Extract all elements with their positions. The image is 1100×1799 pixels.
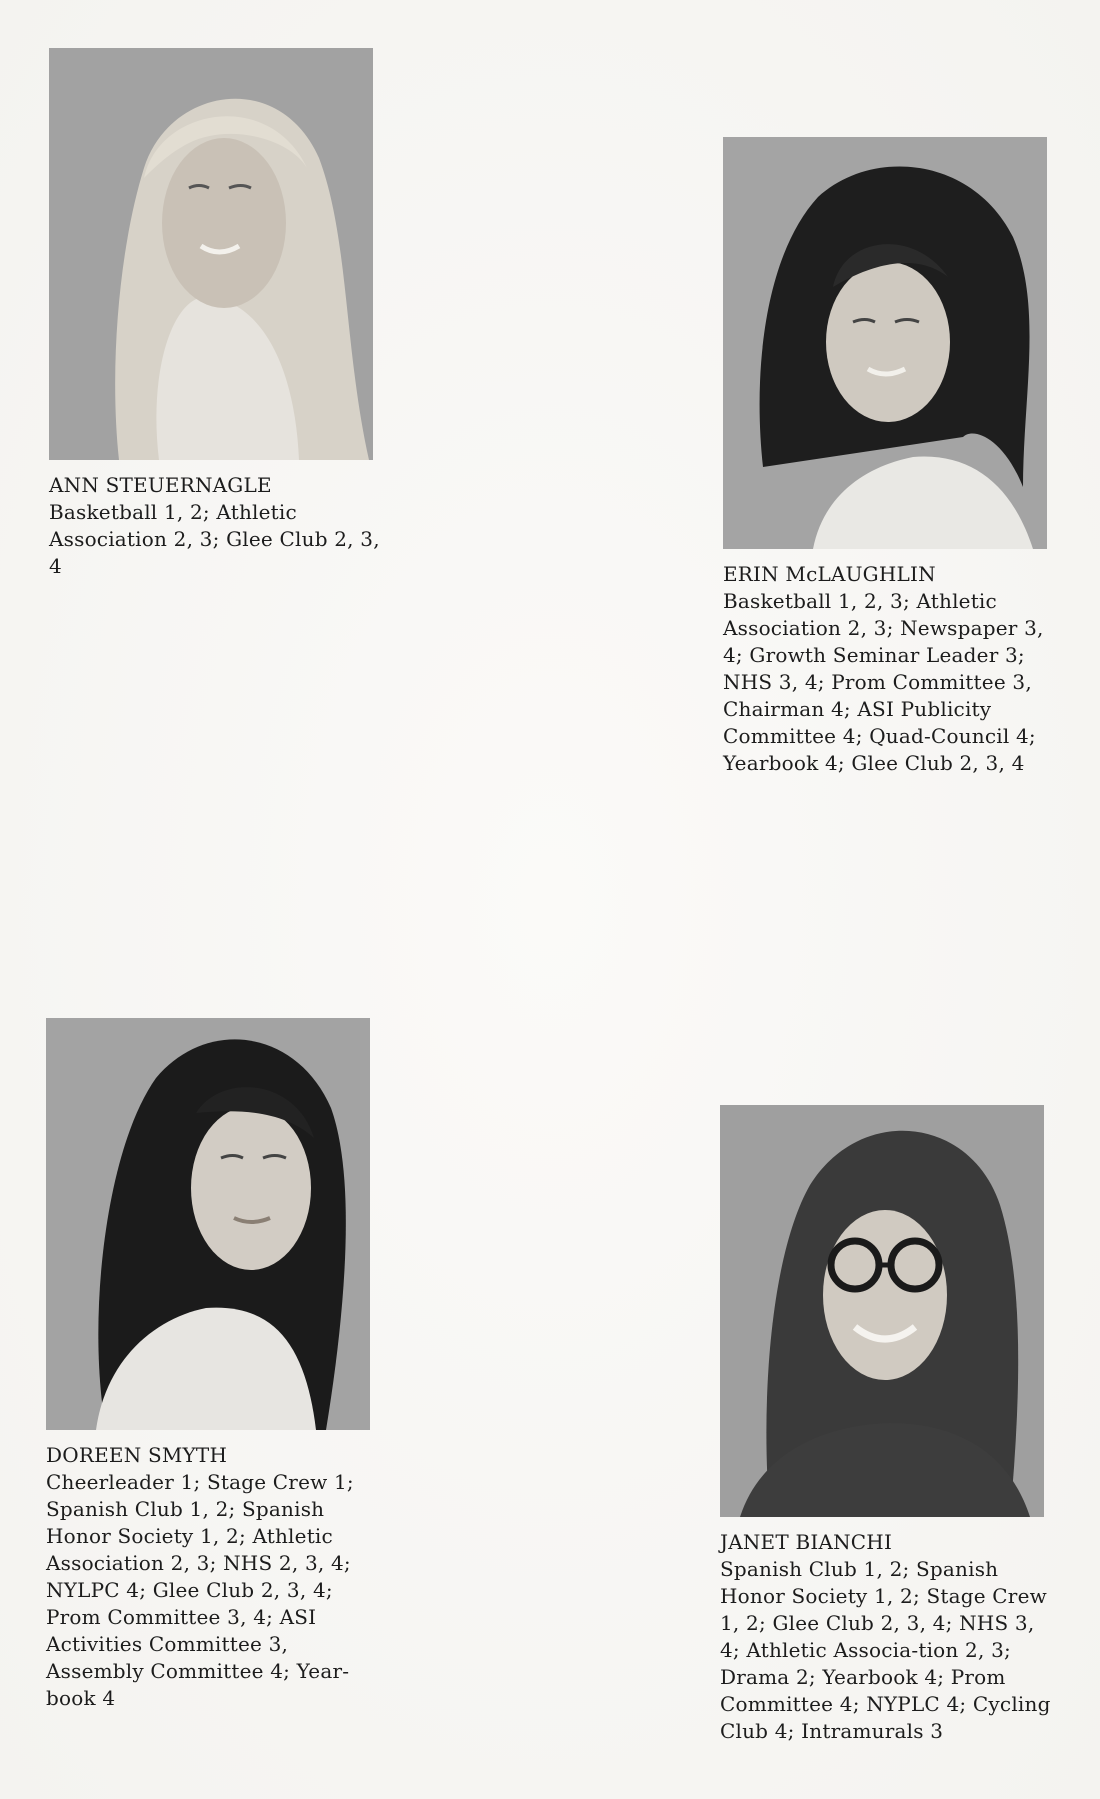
- student-name: ERIN McLAUGHLIN: [723, 562, 936, 586]
- student-name: JANET BIANCHI: [720, 1530, 893, 1554]
- student-portrait-photo: [720, 1105, 1044, 1517]
- student-caption: [49, 472, 389, 580]
- student-activities: Basketball 1, 2, 3; Athletic Association 2, 3; Newspaper 3, 4; Growth Seminar Leader 3; NHS 3, 4; Prom Committee 3, Chairman 4; ASI Publicity Committee 4; Quad-Council 4; Yearbook 4; Glee Club 2, 3, 4: [723, 589, 1044, 775]
- student-name: ANN STEUERNAGLE: [49, 473, 272, 497]
- student-portrait-photo: [723, 137, 1047, 549]
- student-caption: [720, 1529, 1052, 1745]
- student-caption: [46, 1442, 386, 1712]
- student-entry: [723, 137, 1063, 777]
- student-caption: [723, 561, 1055, 777]
- student-activities: Cheerleader 1; Stage Crew 1; Spanish Club 1, 2; Spanish Honor Society 1, 2; Athletic Association 2, 3; NHS 2, 3, 4; NYLPC 4; Glee Club 2, 3, 4; Prom Committee 3, 4; ASI Activities Committee 3, Assembly Committee 4; Year-book 4: [46, 1470, 354, 1710]
- student-activities: Spanish Club 1, 2; Spanish Honor Society 1, 2; Stage Crew 1, 2; Glee Club 2, 3, 4; NHS 3, 4; Athletic Associa-tion 2, 3; Drama 2; Yearbook 4; Prom Committee 4; NYPLC 4; Cycling Club 4; Intramurals 3: [720, 1557, 1051, 1743]
- student-name: DOREEN SMYTH: [46, 1443, 228, 1467]
- student-portrait-photo: [46, 1018, 370, 1430]
- student-entry: [49, 48, 389, 580]
- student-activities: Basketball 1, 2; Athletic Association 2, 3; Glee Club 2, 3, 4: [49, 500, 380, 578]
- student-portrait-photo: [49, 48, 373, 460]
- student-entry: [720, 1105, 1060, 1745]
- student-entry: [46, 1018, 386, 1712]
